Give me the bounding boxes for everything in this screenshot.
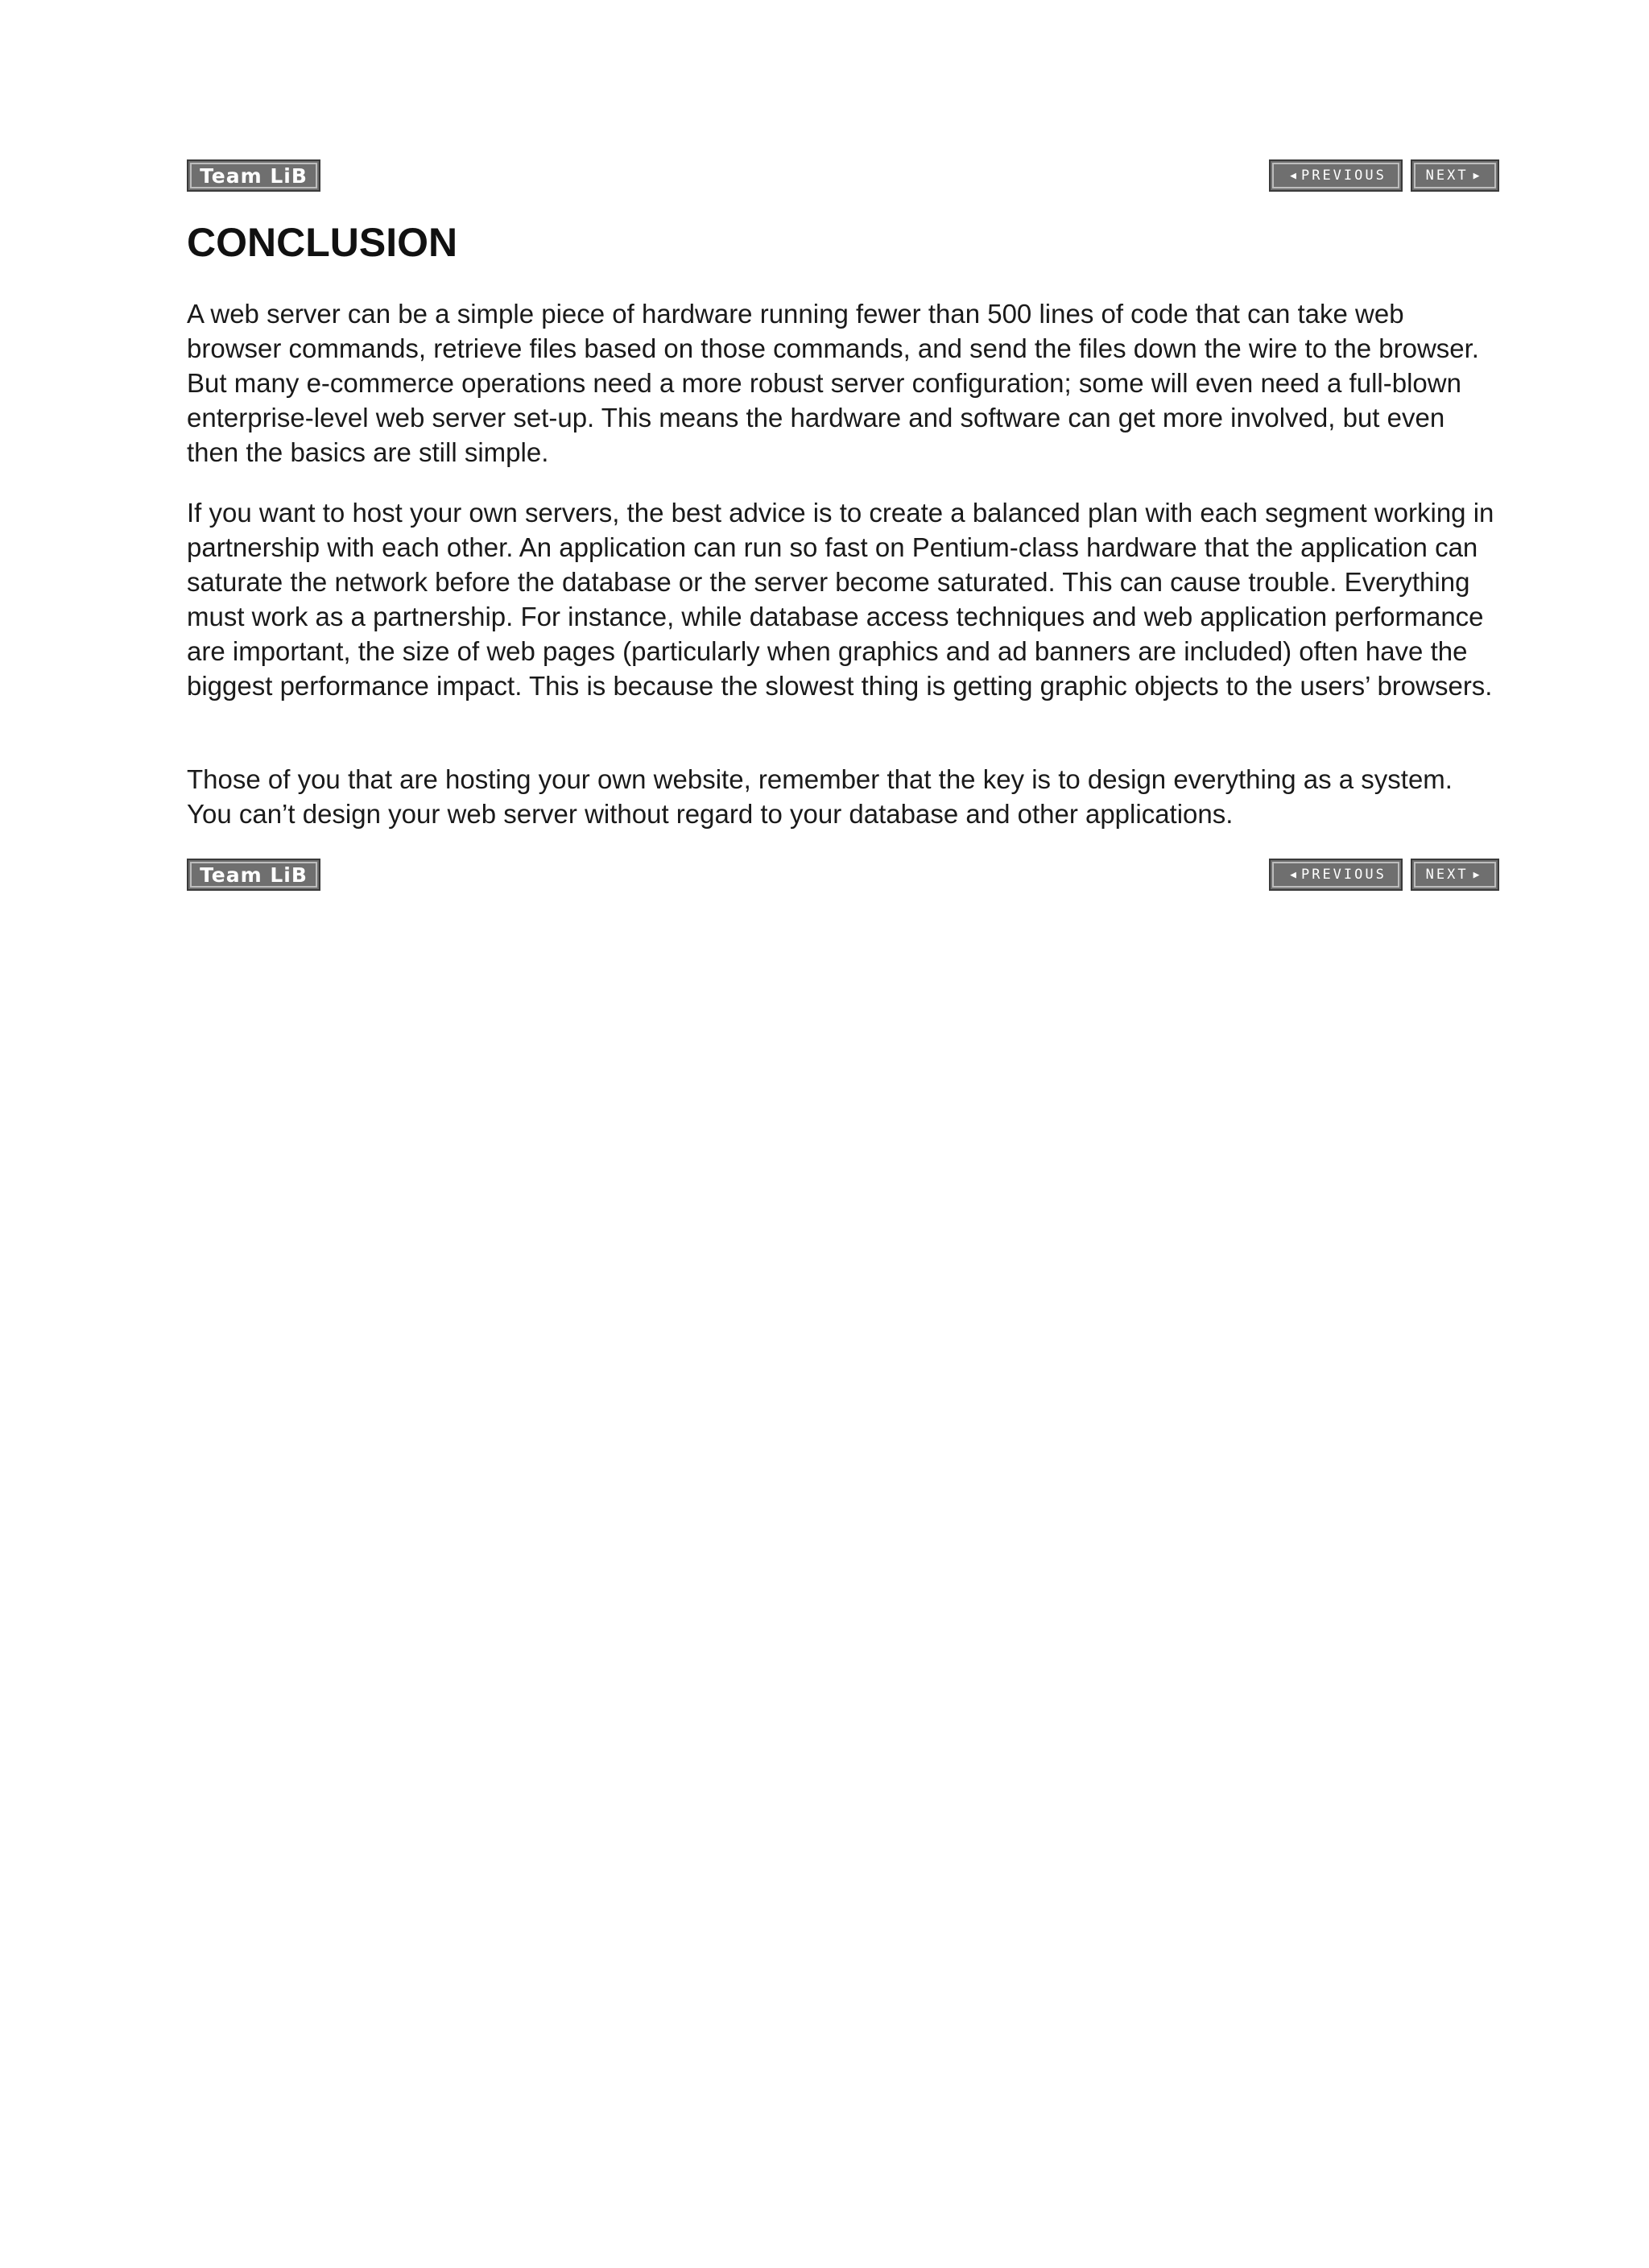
next-label: NEXT: [1425, 168, 1469, 184]
previous-button[interactable]: [1269, 859, 1403, 891]
triangle-left-icon: ◀: [1290, 868, 1296, 881]
next-label: NEXT: [1425, 867, 1469, 883]
triangle-right-icon: ▶: [1473, 868, 1480, 881]
top-navigation-bar: [187, 159, 1499, 193]
bottom-navigation-bar: [187, 859, 1499, 892]
paragraph: If you want to host your own servers, the best advice is to create a balanced plan with each segment working in partnership with each other. An application can run so fast on Pentium-class hardware that the application can saturate the network before the database or the server become saturated. This can cause trouble. Everything must work as a partnership. For instance, while database access techniques and web application performance are important, the size of web pages (particularly when graphics and ad banners are included) often have the biggest performance impact. This is because the slowest thing is getting graphic objects to the users’ browsers.: [187, 498, 1494, 701]
next-button[interactable]: [1411, 859, 1499, 891]
previous-button[interactable]: [1269, 159, 1403, 192]
previous-label: PREVIOUS: [1300, 867, 1387, 883]
paragraph: A web server can be a simple piece of hardware running fewer than 500 lines of code that can take web browser commands, retrieve files based on those commands, and send the files down the wire to the browser. But many e-commerce operations need a more robust server configuration; some will even need a full-blown enterprise-level web server set-up. This means the hardware and software can get more involved, but even then the basics are still simple.: [187, 299, 1479, 467]
team-lib-button[interactable]: [187, 859, 320, 891]
team-lib-label: Team LiB: [200, 863, 308, 887]
paragraph: Those of you that are hosting your own website, remember that the key is to design everything as a system. You can’t design your web server without regard to your database and other applications.: [187, 764, 1453, 829]
team-lib-button[interactable]: [187, 159, 320, 192]
triangle-left-icon: ◀: [1290, 169, 1296, 182]
next-button[interactable]: [1411, 159, 1499, 192]
team-lib-label: Team LiB: [200, 163, 308, 188]
page-title: CONCLUSION: [187, 220, 458, 265]
previous-label: PREVIOUS: [1300, 168, 1387, 184]
triangle-right-icon: ▶: [1473, 169, 1480, 182]
